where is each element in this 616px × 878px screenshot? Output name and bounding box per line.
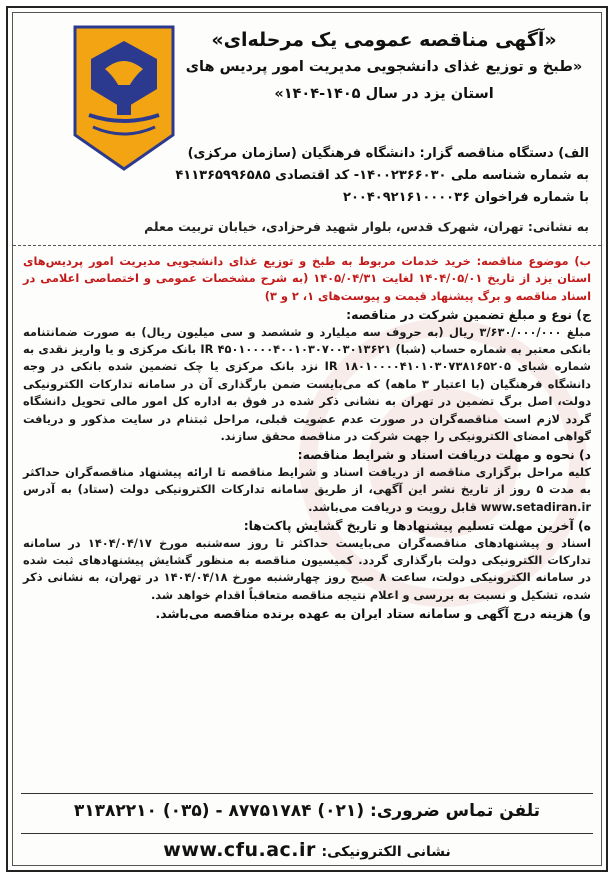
guarantee-title: ج) نوع و مبلغ تضمین شرکت در مناقصه:	[346, 307, 591, 323]
phone-value: (۰۲۱) ۸۷۷۵۱۷۸۴ - (۰۳۵) ۳۱۳۸۲۲۱۰	[73, 801, 365, 821]
subject-label: ب) موضوع مناقصه:	[476, 254, 591, 268]
ad-subtitle-1: «طبخ و توزیع غذای دانشجویی مدیریت امور پردیس های	[185, 59, 583, 75]
website-link[interactable]: www.cfu.ac.ir	[163, 839, 316, 861]
cost-text: و) هزینه درج آگهی و سامانه ستاد ایران به عهده برنده مناقصه می‌باشد.	[155, 606, 591, 622]
section-documents	[23, 446, 591, 516]
subject-text: خرید خدمات مربوط به طبخ و توزیع غذای دانشجویی مدیریت امور پردیس‌های استان یزد از تاریخ ۱۴۰۴/۰۵/۰۱ لغایت ۱۴۰۵/۰۴/۳۱ (به شرح مشخصات عمومی و اختصاصی اعلامی در اسناد مناقصه و برگ پیشنهاد قیمت و پیوست‌های ۱، ۲ و ۳)	[23, 254, 591, 303]
footer-divider-bottom	[21, 833, 593, 834]
organizer-info	[149, 143, 589, 209]
ad-title: «آگهی مناقصه عمومی یک مرحله‌ای»	[211, 29, 557, 51]
section-deadline	[23, 517, 591, 604]
ad-body	[23, 253, 591, 624]
section-cost	[23, 605, 591, 622]
organizer-ids: به شماره شناسه ملی ۱۴۰۰۲۳۶۶۰۳۰- کد اقتصادی ۴۱۱۳۶۵۹۹۶۵۸۵	[175, 168, 589, 183]
phone-label: تلفن تماس ضروری:	[370, 801, 541, 821]
contact-website	[13, 839, 601, 867]
header	[13, 13, 601, 243]
website-label: نشانی الکترونیکی:	[321, 844, 451, 860]
deadline-title: ه) آخرین مهلت تسلیم پیشنهادها و تاریخ گشایش پاکت‌ها:	[243, 518, 591, 534]
ad-subtitle-2: استان یزد در سال ۱۴۰۵-۱۴۰۴»	[274, 86, 494, 102]
contact-phone	[13, 801, 601, 831]
headline	[179, 27, 589, 108]
deadline-text: اسناد و پیشنهادهای مناقصه‌گران می‌بایست حداکثر تا روز سه‌شنبه مورخ ۱۴۰۴/۰۴/۱۷ در سامانه تدارکات الکترونیکی دولت بارگذاری گردد. کمیسیون مناقصه به منظور گشایش پیشنهادهای ثبت شده در سامانه الکترونیکی دولت، ساعت ۸ صبح روز چهارشنبه مورخ ۱۴۰۴/۰۴/۱۸ در تهران، به نشانی ذکر شده، تشکیل و نسبت به بررسی و اعلام نتیجه مناقصه متعاقباً اقدام خواهد شد.	[23, 535, 592, 602]
documents-text: کلیه مراحل برگزاری مناقصه از دریافت اسناد و شرایط مناقصه تا ارائه پیشنهاد مناقصه‌گران حداکثر به مدت ۵ روز از تاریخ نشر این آگهی، از طریق سامانه تدارکات الکترونیکی دولت (ستاد) به آدرس	[23, 464, 591, 497]
setadiran-link[interactable]: www.setadiran.ir	[480, 499, 591, 514]
header-divider	[13, 245, 601, 246]
organizer-name: الف) دستگاه مناقصه گزار: دانشگاه فرهنگیان (سازمان مرکزی)	[187, 146, 589, 161]
documents-title: د) نحوه و مهلت دریافت اسناد و شرایط مناقصه:	[297, 447, 591, 463]
organizer-address: به نشانی: تهران، شهرک قدس، بلوار شهید فرحزادی، خیابان تربیت معلم	[144, 219, 589, 234]
guarantee-text: مبلغ ۳/۶۳۰/۰۰۰/۰۰۰ ریال (به حروف سه میلیارد و ششصد و سی میلیون ریال) به صورت ضمانتنامه بانکی معتبر به شماره حساب (شبا) IR ۴۵۰۱۰۰۰۰۴۰۰۱۰۳۰۷۰۰۳۰۱۳۶۲۱ بانک مرکزی و یا واریز نقدی به شماره شبای IR ۱۸۰۱۰۰۰۰۴۱۰۱۰۳۰۷۳۸۱۶۵۲۰۵ نزد بانک مرکزی یا چک تضمین شده بانکی در وجه دانشگاه فرهنگیان (با اعتبار ۳ ماهه) که می‌بایست ضمن بارگذاری آن در سامانه تدارکات الکترونیکی دولت، اصل برگ تضمین در تهران به نشانی ذکر شده در فوق به اداره کل امور مالی تحویل دانشگاه گردد لازم است مناقصه‌گران در صورت عدم عضویت قبلی، مراحل ثبتنام در سایت مذکور و دریافت گواهی امضای الکترونیکی را جهت شرکت در مناقصه محقق سازند.	[23, 324, 591, 444]
tender-call-number: با شماره فراخوان ۲۰۰۴۰۹۲۱۶۱۰۰۰۰۳۶	[343, 190, 589, 205]
section-subject	[23, 253, 591, 305]
advertisement-page	[6, 6, 608, 872]
footer-divider-top	[21, 793, 593, 794]
documents-tail: قابل رویت و دریافت می‌باشد.	[308, 499, 477, 514]
inner-frame	[12, 12, 602, 866]
section-guarantee	[23, 306, 591, 445]
